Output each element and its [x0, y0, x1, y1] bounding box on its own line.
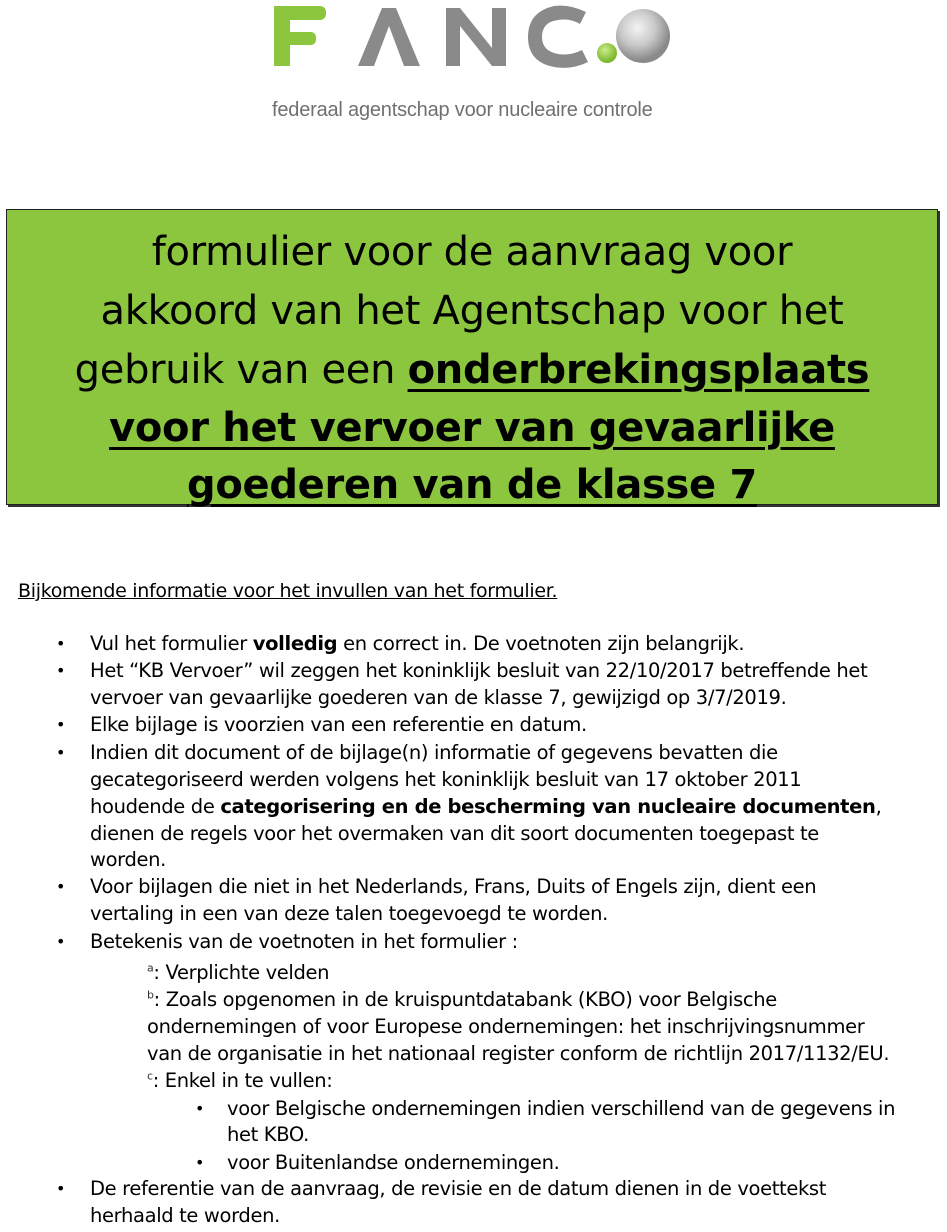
title-line-2: akkoord van het Agentschap voor het — [100, 288, 844, 334]
footnote-c-sub-2: voor Buitenlandse ondernemingen. — [227, 1151, 560, 1174]
form-title-box — [6, 209, 938, 508]
title-line-4-bold: voor het vervoer van gevaarlijke — [109, 405, 835, 451]
bullet-dot: • — [56, 661, 66, 680]
title-line-3-prefix: gebruik van een — [74, 347, 408, 393]
bullet-4-line-5: worden. — [90, 848, 167, 871]
footnote-c-sub-1-line-2: het KBO. — [227, 1123, 309, 1146]
bullet-7-line-1: De referentie van de aanvraag, de revisie en de datum dienen in de voettekst — [90, 1177, 827, 1200]
fanc-tagline: federaal agentschap voor nucleaire controle — [272, 99, 653, 121]
footnote-c: $^c$: Enkel in te vullen: — [147, 1069, 333, 1092]
bullet-5-line-1: Voor bijlagen die niet in het Nederlands, Frans, Duits of Engels zijn, dient een — [90, 875, 817, 898]
footnote-c-sub-1-line-1: voor Belgische ondernemingen indien verschillend van de gegevens in — [227, 1097, 896, 1120]
sub-bullet-dot: • — [195, 1099, 205, 1118]
title-line-3 — [7, 341, 937, 399]
bullet-7-line-2: herhaald te worden. — [90, 1204, 280, 1227]
fanc-logo-wordmark — [270, 0, 600, 75]
title-line-5-bold: goederen van de klasse 7 — [186, 462, 758, 508]
sub-bullet-dot: • — [195, 1153, 205, 1172]
bullet-2-line-1: Het “KB Vervoer” wil zeggen het koninklijk besluit van 22/10/2017 betreffende het — [90, 659, 868, 682]
bullet-dot: • — [56, 932, 66, 951]
footnote-b-line-2: ondernemingen of voor Europese ondernemingen: het inschrijvingsnummer — [147, 1015, 865, 1038]
footnote-b-line-1: $^b$: Zoals opgenomen in de kruispuntdatabank (KBO) voor Belgische — [147, 988, 777, 1011]
footnote-b-line-3: van de organisatie in het nationaal register conform de richtlijn 2017/1132/EU. — [147, 1042, 890, 1065]
bullet-4-line-2: gecategoriseerd werden volgens het koninklijk besluit van 17 oktober 2011 — [90, 768, 802, 791]
bullet-1-text: Vul het formulier volledig en correct in. De voetnoten zijn belangrijk. — [90, 632, 745, 655]
title-line-5 — [7, 456, 937, 514]
bullet-dot: • — [56, 877, 66, 896]
bullet-5-line-2: vertaling in een van deze talen toegevoegd te worden. — [90, 902, 609, 925]
info-heading: Bijkomende informatie voor het invullen van het formulier. — [18, 580, 558, 602]
bullet-dot: • — [56, 743, 66, 762]
fanc-logo-sphere — [593, 6, 675, 70]
bullet-4-line-1: Indien dit document of de bijlage(n) informatie of gegevens bevatten die — [90, 741, 778, 764]
footnote-a: $^a$: Verplichte velden — [147, 961, 330, 984]
title-line-1: formulier voor de aanvraag voor — [151, 229, 793, 275]
title-line-4 — [7, 399, 937, 457]
bullet-4-line-3: houdende de categorisering en de bescherming van nucleaire documenten, — [90, 795, 882, 818]
fanc-wordmark-graphic — [270, 0, 600, 72]
title-line-3-bold: onderbrekingsplaats — [407, 347, 870, 393]
bullet-dot: • — [56, 1179, 66, 1198]
bullet-dot: • — [56, 634, 66, 653]
bullet-3-text: Elke bijlage is voorzien van een referentie en datum. — [90, 713, 587, 736]
bullet-6-text: Betekenis van de voetnoten in het formulier : — [90, 930, 518, 953]
bullet-2-line-2: vervoer van gevaarlijke goederen van de klasse 7, gewijzigd op 3/7/2019. — [90, 686, 787, 709]
bullet-4-line-4: dienen de regels voor het overmaken van dit soort documenten toegepast te — [90, 822, 819, 845]
bullet-dot: • — [56, 715, 66, 734]
